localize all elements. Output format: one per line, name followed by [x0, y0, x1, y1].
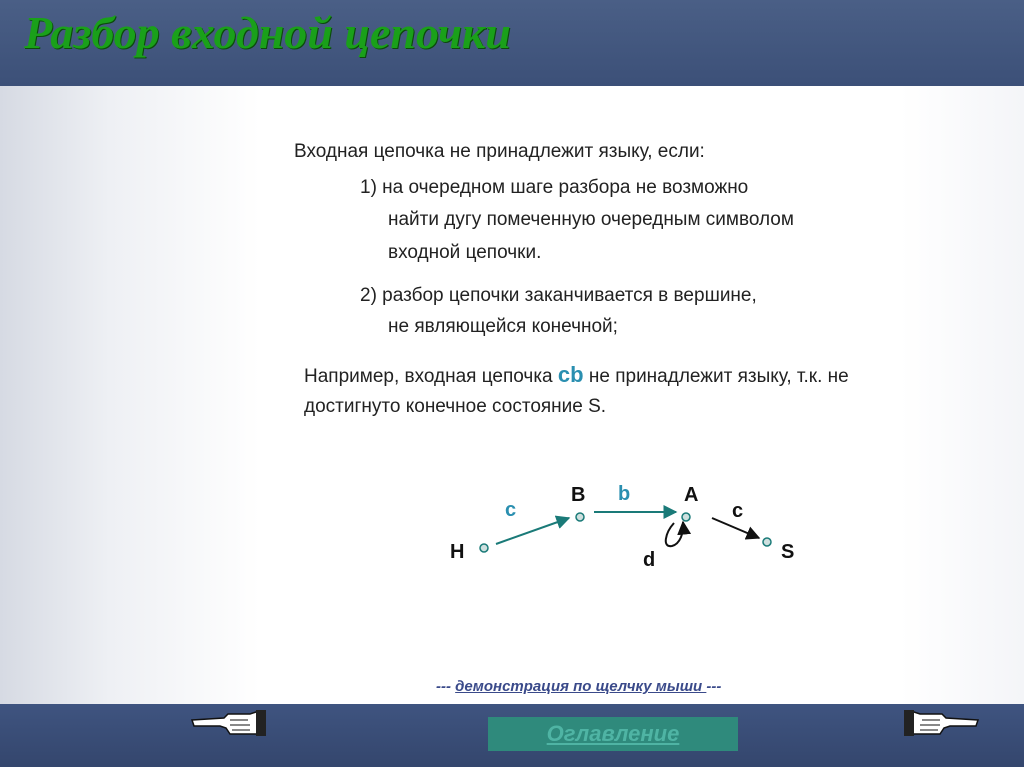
edge-label-d: d	[643, 549, 656, 571]
edge-label-c2: c	[732, 500, 744, 522]
edge-label-c1: c	[505, 499, 517, 521]
pointing-hand-right-icon[interactable]	[900, 706, 980, 738]
node-label-a: A	[684, 484, 699, 506]
intro-text: Входная цепочка не принадлежит языку, если:	[294, 141, 705, 162]
node-s	[763, 538, 771, 546]
pointing-hand-left-icon[interactable]	[190, 706, 270, 738]
example-text-after: не принадлежит языку, т.к. не	[583, 366, 849, 387]
rule2-line2: не являющейся конечной;	[388, 316, 618, 337]
demo-link[interactable]: демонстрация по щелчку мыши	[455, 678, 707, 695]
toc-button[interactable]: Оглавление	[488, 717, 738, 751]
example-text-before: Например, входная цепочка	[304, 366, 558, 387]
edge-a-loop	[666, 522, 683, 546]
node-label-s: S	[781, 541, 795, 563]
node-label-b: B	[571, 484, 586, 506]
edge-h-b	[496, 518, 569, 544]
rule2-line1: 2) разбор цепочки заканчивается в вершине,	[360, 285, 757, 306]
node-b	[576, 513, 584, 521]
rule1-line2: найти дугу помеченную очередным символом	[388, 209, 794, 230]
node-a	[682, 513, 690, 521]
example-line2: достигнуто конечное состояние S.	[304, 396, 607, 417]
demo-hint	[436, 678, 721, 695]
node-h	[480, 544, 488, 552]
node-label-h: H	[450, 541, 465, 563]
example-highlight: cb	[557, 362, 584, 387]
rule1-line1: 1) на очередном шаге разбора не возможно	[360, 177, 749, 198]
demo-prefix: ---	[436, 678, 456, 695]
rule1-line3: входной цепочки.	[388, 242, 542, 263]
slide-title: Разбор входной цепочки	[24, 7, 511, 58]
demo-suffix: ---	[706, 678, 722, 695]
edge-label-b: b	[618, 483, 631, 505]
